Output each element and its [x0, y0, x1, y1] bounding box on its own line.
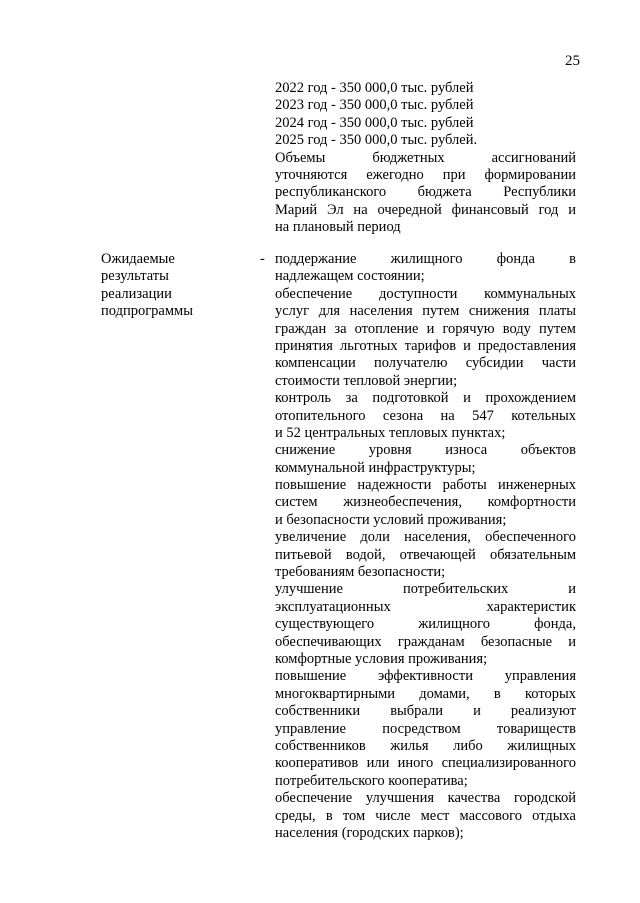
funding-line: 2023 год - 350 000,0 тыс. рублей — [275, 97, 474, 114]
result-line: требованиям безопасности; — [275, 564, 446, 581]
section-label — [101, 251, 251, 321]
result-line: услуг для населения путем снижения платы — [275, 303, 576, 320]
result-line: снижение уровня износа объектов — [275, 442, 576, 459]
result-line: среды, в том числе мест массового отдыха — [275, 807, 576, 824]
result-line: коммунальной инфраструктуры; — [275, 459, 476, 476]
funding-line: Марий Эл на очередной финансовый год и — [275, 201, 576, 218]
result-line: обеспечение улучшения качества городской — [275, 790, 576, 807]
result-line: управление посредством товариществ — [275, 720, 576, 737]
result-line: улучшение потребительских и — [275, 581, 576, 598]
page-number: 25 — [565, 53, 580, 69]
result-line: стоимости тепловой энергии; — [275, 372, 458, 389]
result-line: обеспечение доступности коммунальных — [275, 285, 576, 302]
result-line: принятия льготных тарифов и предоставления — [275, 337, 576, 354]
funding-line: 2022 год - 350 000,0 тыс. рублей — [275, 80, 474, 96]
result-line: собственники выбрали и реализуют — [275, 703, 576, 720]
result-line: граждан за отопление и горячую воду путем — [275, 320, 576, 337]
result-line: повышение эффективности управления — [275, 668, 576, 685]
result-line: комфортные условия проживания; — [275, 650, 488, 667]
result-line: существующего жилищного фонда, — [275, 616, 576, 633]
funding-text — [275, 80, 576, 237]
result-line: поддержание жилищного фонда в — [275, 251, 576, 267]
result-line: повышение надежности работы инженерных — [275, 477, 576, 494]
result-line: и 52 центральных тепловых пунктах; — [275, 424, 506, 441]
result-line: населения (городских парков); — [275, 824, 464, 841]
funding-line: на плановый период — [275, 219, 401, 236]
result-line: эксплуатационных характеристик — [275, 598, 576, 615]
result-line: компенсации получателю субсидии части — [275, 355, 576, 372]
result-line: отопительного сезона на 547 котельных — [275, 407, 576, 424]
label-line: Ожидаемые — [101, 251, 175, 267]
result-line: кооперативов или иного специализированного — [275, 755, 576, 772]
label-line: реализации — [101, 285, 172, 302]
funding-line: республиканского бюджета Республики — [275, 184, 576, 201]
label-dash: - — [260, 251, 265, 267]
result-line: потребительского кооператива; — [275, 772, 468, 789]
result-line: надлежащем состоянии; — [275, 268, 425, 285]
result-line: питьевой водой, отвечающей обязательным — [275, 546, 576, 563]
funding-line: уточняются ежегодно при формировании — [275, 166, 576, 183]
results-text — [275, 251, 576, 842]
label-line: результаты — [101, 268, 169, 285]
funding-line: Объемы бюджетных ассигнований — [275, 149, 576, 166]
result-line: контроль за подготовкой и прохождением — [275, 390, 576, 407]
result-line: увеличение доли населения, обеспеченного — [275, 529, 576, 546]
label-line: подпрограммы — [101, 303, 193, 320]
result-line: систем жизнеобеспечения, комфортности — [275, 494, 576, 511]
result-line: многоквартирными домами, в которых — [275, 685, 576, 702]
funding-line: 2024 год - 350 000,0 тыс. рублей — [275, 114, 474, 131]
funding-line: 2025 год - 350 000,0 тыс. рублей. — [275, 132, 478, 149]
result-line: обеспечивающих гражданам безопасные и — [275, 633, 576, 650]
result-line: и безопасности условий проживания; — [275, 511, 507, 528]
result-line: собственников жилья либо жилищных — [275, 737, 576, 754]
